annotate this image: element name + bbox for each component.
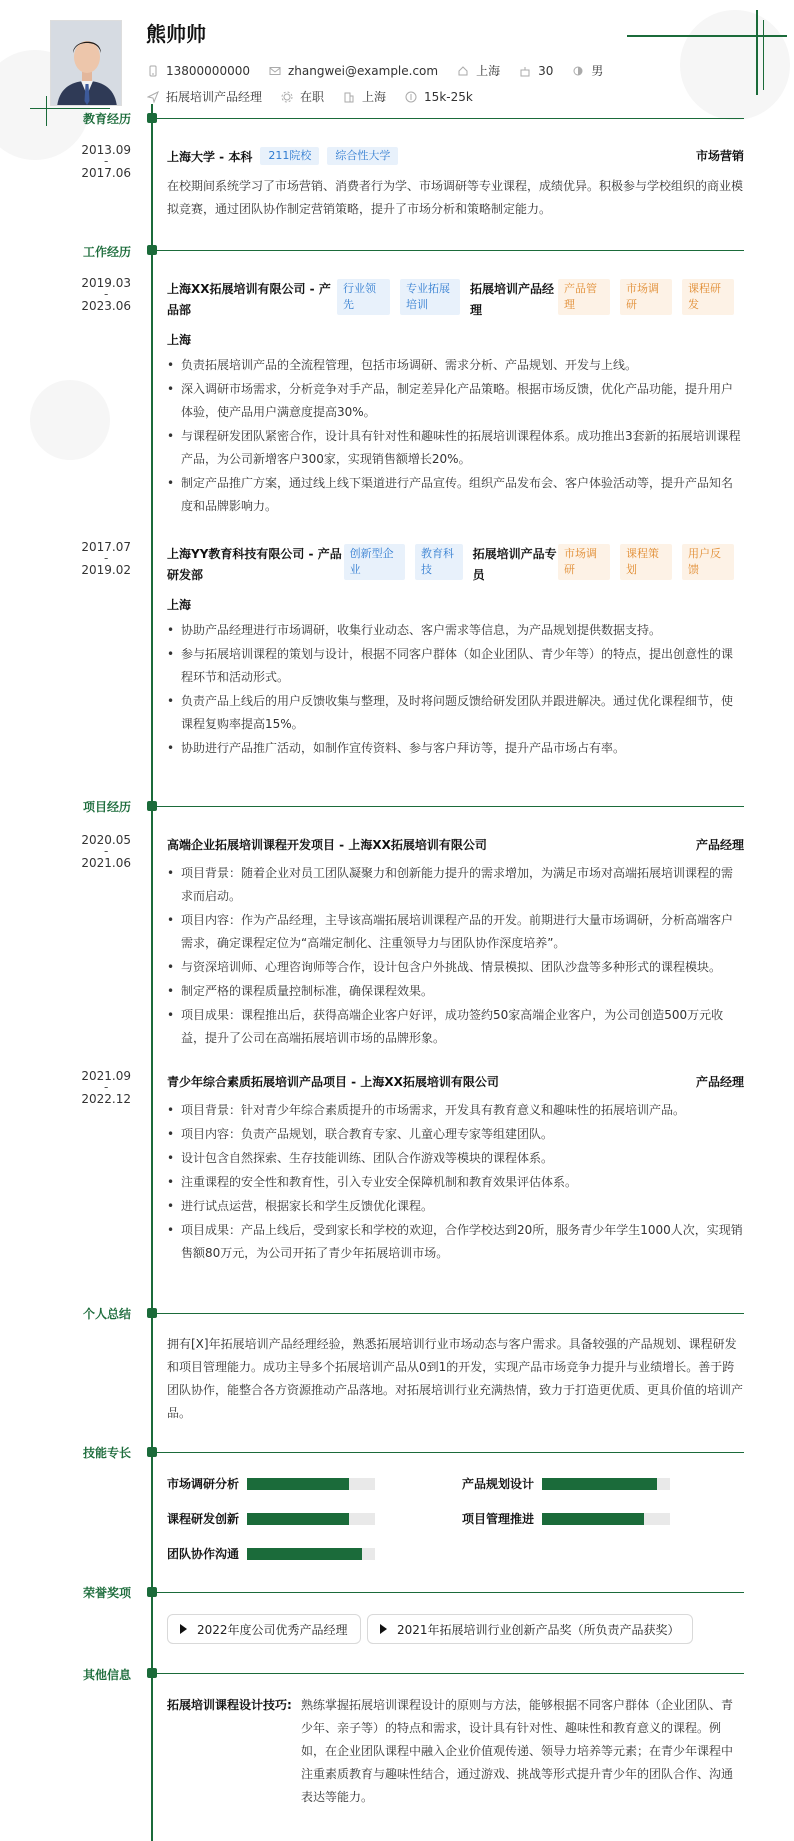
skill-name: 产品规划设计 (462, 1477, 535, 1491)
section-divider (157, 118, 744, 119)
age-item (518, 64, 553, 78)
city-text: 上海 (476, 64, 501, 78)
list-item: • 制定产品推广方案，通过线上线下渠道进行产品宣传。组织产品发布会、客户体验活动等，提升产品知名度和品牌影响力。 (167, 472, 744, 518)
role-tag: 市场调研 (558, 544, 610, 580)
gender-text: 男 (591, 64, 604, 78)
other-info-text: 熟练掌握拓展培训课程设计的原则与方法，能够根据不同客户群体（企业团队、青少年、亲子等）的特点和需求，设计具有针对性、趣味性和教育意义的课程。例如，在企业团队课程中融入企业价值观传递、领导力培养等元素；在青少年课程中注重素质教育与趣味性结合，通过游戏、挑战等形式提升青少年的团队合作、沟通表达等能力。 (301, 1698, 734, 1804)
project-details (167, 862, 744, 1050)
list-item: • 深入调研市场需求，分析竞争对手产品，制定差异化产品策略。根据市场反馈，优化产品功能，提升用户体验，使产品用户满意度提高30%。 (167, 378, 744, 424)
skill-bar (247, 1478, 375, 1490)
age-icon (518, 64, 532, 78)
award-name: 2022年度公司优秀产品经理 (197, 1622, 348, 1637)
list-item: • 项目背景：针对青少年综合素质提升的市场需求，开发具有教育意义和趣味性的拓展培训产品。 (167, 1099, 744, 1122)
summary-text: 拥有[X]年拓展培训产品经理经验，熟悉拓展培训行业市场动态与客户需求。具备较强的产品规划、课程研发和项目管理能力。成功主导多个拓展培训产品从0到1的开发，实现产品市场竞争力提升与业绩增长。善于跨团队协作，能整合各方资源推动产品落地。对拓展培训行业充满热情，致力于打造更优质、更具价值的培训产品。 (167, 1337, 744, 1420)
job-role: 拓展培训产品专员 (472, 547, 557, 582)
award-item (367, 1614, 693, 1644)
avatar (50, 20, 122, 106)
section-marker (147, 1447, 157, 1457)
company-tag: 创新型企业 (344, 544, 405, 580)
section-divider (157, 1673, 744, 1674)
job-city: 上海 (167, 598, 192, 612)
list-item: • 项目成果：产品上线后，受到家长和学校的欢迎，合作学校达到20所，服务青少年学生1000人次，实现销售额80万元，为公司开拓了青少年拓展培训市场。 (167, 1219, 744, 1265)
gender-icon (571, 64, 585, 78)
project-entry (167, 836, 744, 1051)
list-item: • 项目背景：随着企业对员工团队凝聚力和创新能力提升的需求增加，为满足市场对高端拓展培训课程的需求而启动。 (167, 862, 744, 908)
company-tag: 行业领先 (337, 279, 390, 315)
date-end: 2022.12 (81, 1092, 131, 1106)
section-marker (147, 1308, 157, 1318)
section-title-project: 项目经历 (82, 800, 131, 814)
section-divider (157, 806, 744, 807)
section-marker (147, 245, 157, 255)
role-tag: 产品管理 (558, 279, 610, 315)
list-item: • 协助产品经理进行市场调研，收集行业动态、客户需求等信息，为产品规划提供数据支持。 (167, 619, 744, 642)
list-item: • 项目内容：作为产品经理，主导该高端拓展培训课程产品的开发。前期进行大量市场调研，分析高端客户需求，确定课程定位为“高端定制化、注重领导力与团队协作深度培养”。 (167, 909, 744, 955)
status-icon (280, 90, 294, 104)
list-item: • 制定严格的课程质量控制标准，确保课程效果。 (167, 980, 744, 1003)
status-text: 在职 (300, 90, 325, 104)
section-divider (157, 250, 744, 251)
project-role: 产品经理 (695, 1075, 744, 1089)
decor-line (756, 10, 758, 95)
date-start: 2021.09 (81, 1069, 131, 1083)
list-item: • 参与拓展培训课程的策划与设计，根据不同客户群体（如企业团队、青少年等）的特点，提出创意性的课程环节和活动形式。 (167, 643, 744, 689)
skill-name: 课程研发创新 (167, 1512, 240, 1526)
skill-row (167, 1475, 375, 1492)
school-tag: 211院校 (260, 147, 319, 165)
decor-circle-mid-left (30, 380, 110, 460)
project-role: 产品经理 (695, 838, 744, 852)
email-text: zhangwei@example.com (287, 63, 439, 78)
company-name: 上海XX拓展培训有限公司 - 产品部 (167, 282, 331, 317)
status-item (280, 88, 324, 105)
project-title: 高端企业拓展培训课程开发项目 - 上海XX拓展培训有限公司 (167, 838, 487, 852)
role-tag: 课程策划 (620, 544, 672, 580)
skill-row (167, 1510, 375, 1527)
role-tag: 市场调研 (620, 279, 672, 315)
list-item: • 注重课程的安全性和教育性，引入专业安全保障机制和教育效果评估体系。 (167, 1171, 744, 1194)
school-tag: 综合性大学 (327, 147, 398, 165)
role-tag: 用户反馈 (682, 544, 734, 580)
skill-row (167, 1545, 375, 1562)
company-tag: 教育科技 (415, 544, 463, 580)
other-info (167, 1694, 744, 1809)
other-info-label: 拓展培训课程设计技巧: (167, 1698, 292, 1712)
list-item: • 与课程研发团队紧密合作，设计具有针对性和趣味性的拓展培训课程体系。成功推出3套新的拓展培训课程产品，为公司新增客户300家，实现销售额增长20%。 (167, 425, 744, 471)
section-title-awards: 荣誉奖项 (82, 1586, 131, 1600)
gender-item (571, 62, 603, 79)
contact-row (146, 62, 621, 79)
skill-fill (247, 1513, 349, 1525)
decor-line (30, 108, 110, 109)
position-icon (146, 90, 160, 104)
date-range: 2019.03 - 2023.06 (81, 276, 131, 313)
list-item: • 项目内容：负责产品规划，联合教育专家、儿童心理专家等组建团队。 (167, 1123, 744, 1146)
company-tag: 专业拓展培训 (400, 279, 460, 315)
timeline-line (151, 104, 153, 1841)
job-city: 上海 (167, 333, 192, 347)
section-marker (147, 1587, 157, 1597)
education-description: 在校期间系统学习了市场营销、消费者行为学、市场调研等专业课程，成绩优异。积极参与学校组织的商业模拟竞赛，通过团队协作制定营销策略，提升了市场分析和策略制定能力。 (167, 179, 744, 216)
phone-text: 13800000000 (166, 63, 250, 78)
city-item (456, 62, 500, 79)
skill-fill (542, 1478, 657, 1490)
salary-item (404, 90, 473, 104)
section-title-education: 教育经历 (82, 112, 131, 126)
date-range: 2020.05 - 2021.06 (81, 833, 131, 870)
skill-bar (542, 1513, 670, 1525)
project-title: 青少年综合素质拓展培训产品项目 - 上海XX拓展培训有限公司 (167, 1075, 499, 1089)
decor-line (46, 96, 47, 126)
target-city-item (342, 88, 386, 105)
role-tag: 课程研发 (682, 279, 734, 315)
skill-name: 市场调研分析 (167, 1477, 240, 1491)
date-start: 2019.03 (81, 276, 131, 290)
skill-name: 团队协作沟通 (167, 1547, 240, 1561)
job-duties (167, 354, 744, 518)
section-title-other: 其他信息 (82, 1668, 131, 1682)
list-item: • 进行试点运营，根据家长和学生反馈优化课程。 (167, 1195, 744, 1218)
date-range: 2021.09 - 2022.12 (81, 1069, 131, 1106)
skill-bar (247, 1513, 375, 1525)
position-item (146, 88, 262, 105)
skill-fill (247, 1548, 362, 1560)
email-icon (268, 64, 282, 78)
award-item (167, 1614, 361, 1644)
salary-icon (404, 90, 418, 104)
project-entry (167, 1073, 744, 1266)
section-marker (147, 1668, 157, 1678)
major: 市场营销 (695, 149, 744, 163)
skill-fill (247, 1478, 349, 1490)
target-city-text: 上海 (362, 90, 387, 104)
list-item: • 设计包含自然探索、生存技能训练、团队合作游戏等模块的课程体系。 (167, 1147, 744, 1170)
company-name: 上海YY教育科技有限公司 - 产品研发部 (167, 547, 342, 582)
phone-item (146, 64, 250, 78)
section-divider (157, 1452, 744, 1453)
date-range: 2017.07 - 2019.02 (81, 540, 131, 577)
date-end: 2021.06 (81, 856, 131, 870)
job-duties (167, 619, 744, 760)
date-end: 2023.06 (81, 299, 131, 313)
decor-line (763, 20, 764, 90)
award-name: 2021年拓展培训行业创新产品奖（所负责产品获奖） (397, 1622, 680, 1637)
section-marker (147, 801, 157, 811)
date-end: 2019.02 (81, 563, 131, 577)
date-start: 2020.05 (81, 833, 131, 847)
list-item: • 项目成果：课程推出后，获得高端企业客户好评，成功签约50家高端企业客户，为公司创造500万元收益，提升了公司在高端拓展培训市场的品牌形象。 (167, 1004, 744, 1050)
section-marker (147, 113, 157, 123)
school-name: 上海大学 - 本科 (167, 149, 253, 164)
phone-icon (146, 64, 160, 78)
list-item: • 与资深培训师、心理咨询师等合作，设计包含户外挑战、情景模拟、团队沙盘等多种形式的课程模块。 (167, 956, 744, 979)
education-entry (167, 147, 744, 221)
list-item: • 协助进行产品推广活动，如制作宣传资料、参与客户拜访等，提升产品市场占有率。 (167, 737, 744, 760)
skill-row (462, 1510, 670, 1527)
play-icon (180, 1624, 187, 1634)
project-details (167, 1099, 744, 1265)
skill-name: 项目管理推进 (462, 1512, 535, 1526)
intention-row (146, 88, 491, 105)
work-entry (167, 279, 744, 519)
play-icon (380, 1624, 387, 1634)
date-start: 2017.07 (81, 540, 131, 554)
section-title-summary: 个人总结 (82, 1307, 131, 1321)
candidate-name: 熊帅帅 (146, 22, 206, 46)
list-item: • 负责产品上线后的用户反馈收集与整理，及时将问题反馈给研发团队并跟进解决。通过优化课程细节，使课程复购率提高15%。 (167, 690, 744, 736)
email-item (268, 64, 438, 78)
position-text: 拓展培训产品经理 (166, 90, 263, 104)
location-icon (456, 64, 470, 78)
decor-circle-top-right (680, 10, 790, 120)
skill-bar (247, 1548, 375, 1560)
section-title-skills: 技能专长 (82, 1446, 131, 1460)
job-role: 拓展培训产品经理 (470, 282, 555, 317)
skill-bar (542, 1478, 670, 1490)
section-title-work: 工作经历 (82, 245, 131, 259)
section-divider (157, 1313, 744, 1314)
skill-fill (542, 1513, 644, 1525)
skill-row (462, 1475, 670, 1492)
age-text: 30 (538, 63, 554, 78)
building-icon (342, 90, 356, 104)
work-entry (167, 544, 744, 761)
date-start: 2013.09 (81, 143, 131, 157)
section-divider (157, 1592, 744, 1593)
date-range: 2013.09 - 2017.06 (81, 143, 131, 180)
salary-text: 15k-25k (424, 89, 473, 104)
list-item: • 负责拓展培训产品的全流程管理，包括市场调研、需求分析、产品规划、开发与上线。 (167, 354, 744, 377)
date-end: 2017.06 (81, 166, 131, 180)
